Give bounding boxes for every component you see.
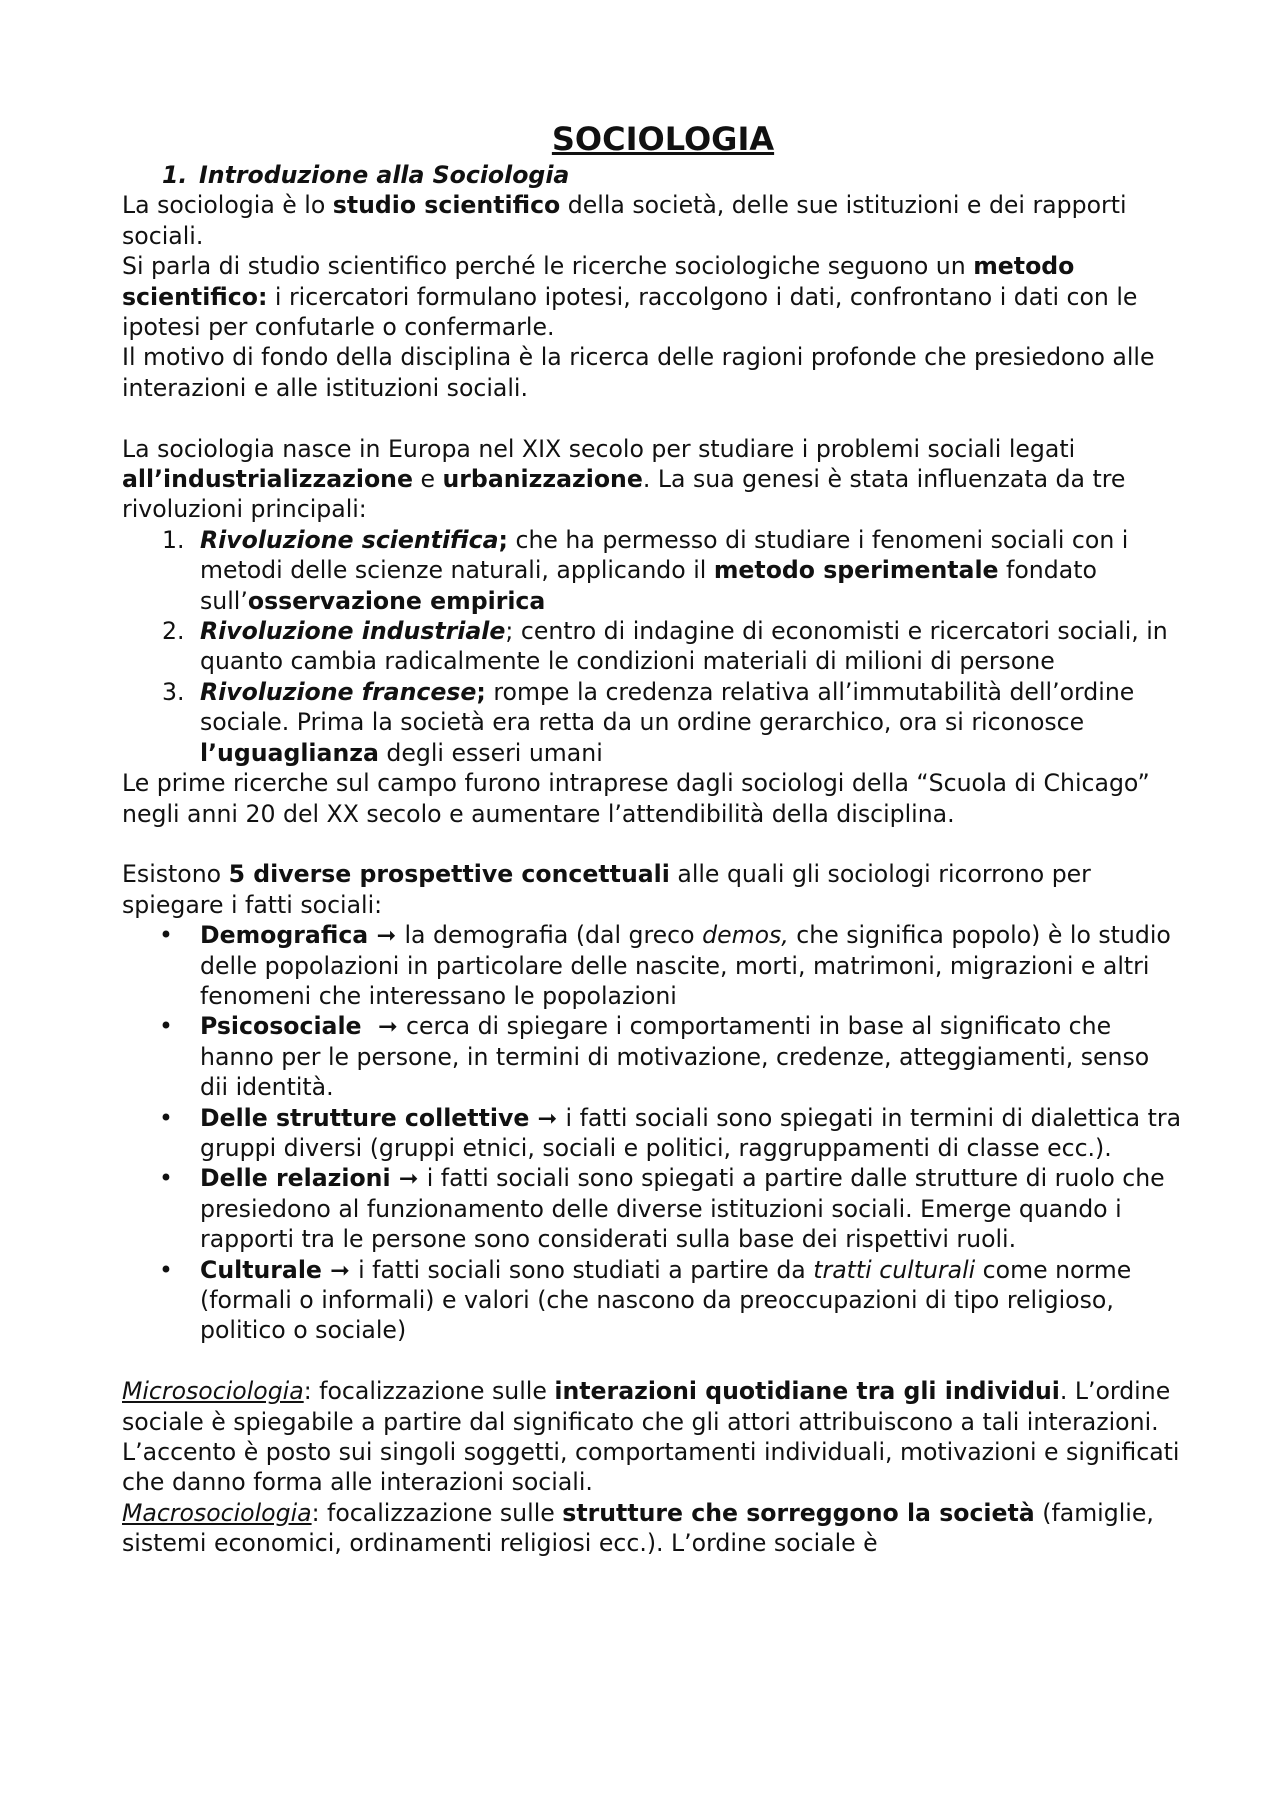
bold-run: Demografica [200,921,369,950]
text-run: alle quali gli sociologi ricorrono per spiegare i fatti sociali: [122,860,1091,919]
document-content [122,118,1182,1559]
text-run: . L’ordine sociale è spiegabile a partire dal significato che gli attori attribuiscono a tali interazioni. L’accento è posto sui singoli soggetti, comportamenti individuali, motivazioni e significati che danno forma alle interazioni sociali. [122,1377,1180,1497]
bold-italic-run: Rivoluzione scientifica [200,525,499,554]
bold-run: metodo scientifico: [122,252,1075,311]
arrow-icon: ➞ [390,1164,427,1193]
list-number: 3. [162,677,185,706]
intro-paragraph-2 [122,251,1182,342]
list-item [122,1163,1182,1254]
text-run: Esistono [122,860,229,889]
bold-run: interazioni quotidiane tra gli individui [554,1377,1060,1406]
spacer [122,1346,1182,1376]
list-item [122,616,1182,677]
bold-italic-run: Rivoluzione francese [200,677,477,706]
bold-run: all’industrializzazione [122,465,413,494]
list-item-body [200,920,1182,1011]
text-run: (famiglie, sistemi economici, ordinamenti religiosi ecc.). L’ordine sociale è [122,1498,1154,1558]
list-number: 2. [162,617,185,646]
text-run: Si parla di studio scientifico perché le ricerche sociologiche seguono un [122,252,974,281]
list-item-body [200,1103,1182,1164]
italic-run: tratti culturali [813,1255,976,1284]
bold-run: 5 diverse prospettive concettuali [228,860,670,889]
text-run: come norme (formali o informali) e valori (che nascono da preoccupazioni di tipo religioso, politico o sociale) [200,1255,1132,1345]
bullet-icon: • [159,1255,173,1284]
bold-run: osservazione empirica [247,586,546,615]
spacer [122,403,1182,433]
text-run: La sociologia nasce in Europa nel XIX secolo per studiare i problemi sociali legati [122,434,1076,463]
arrow-icon: ➞ [361,1012,406,1041]
chicago-paragraph: Le prime ricerche sul campo furono intraprese dagli sociologi della “Scuola di Chicago” negli anni 20 del XX secolo e aumentare l’attendibilità della disciplina. [122,769,1150,828]
bold-italic-run: Rivoluzione industriale [200,617,506,646]
section-title: Introduzione alla Sociologia [199,161,570,189]
text-run: . La sua genesi è stata influenzata da tre rivoluzioni principali: [122,465,1126,524]
spacer [122,829,1182,859]
list-item [122,525,1182,616]
list-item-body [200,1011,1182,1102]
text-run: i fatti sociali sono studiati a partire da [358,1255,814,1284]
list-item [122,677,1182,768]
document-title: SOCIOLOGIA [551,120,775,158]
term-run: Macrosociologia [122,1498,312,1527]
list-item-body [200,1255,1182,1346]
bold-run: l’uguaglianza [200,738,379,767]
bullet-icon: • [159,1012,173,1041]
text-run: : focalizzazione sulle [303,1377,555,1406]
list-item [122,920,1182,1011]
text-run: cerca di spiegare i comportamenti in base al significato che hanno per le persone, in termini di motivazione, credenze, atteggiamenti, senso dii identità. [200,1012,1150,1102]
bullet-icon: • [159,921,173,950]
list-item-body [200,525,1182,616]
bullet-icon: • [159,1164,173,1193]
perspectives-intro [122,859,1182,920]
text-run: i fatti sociali sono spiegati a partire dalle strutture di ruolo che presiedono al funzionamento delle diverse istituzioni sociali. Emerge quando i rapporti tra le persone sono considerati sulla base dei rispettivi ruoli. [200,1164,1165,1254]
bold-run: Psicosociale [200,1012,362,1041]
list-item [122,1011,1182,1102]
text-run: degli esseri umani [378,738,603,767]
bullet-icon: • [159,1103,173,1132]
term-run: Microsociologia [122,1377,304,1406]
origins-paragraph [122,434,1182,525]
arrow-icon: ➞ [529,1103,566,1132]
bold-run: ; [476,677,486,706]
text-run: e [412,465,443,494]
text-run: i ricercatori formulano ipotesi, raccolgono i dati, confrontano i dati con le ipotesi per confutarle o confermarle. [122,282,1138,342]
intro-paragraph-3: Il motivo di fondo della disciplina è la ricerca delle ragioni profonde che presiedono alle interazioni e alle istituzioni sociali. [122,343,1155,402]
italic-run: demos, [702,921,789,950]
intro-paragraph-1 [122,190,1182,251]
arrow-icon: ➞ [321,1255,359,1284]
text-run: che significa popolo) è lo studio delle popolazioni in particolare delle nascite, morti, matrimoni, migrazioni e altri fenomeni che interessano le popolazioni [200,921,1171,1010]
list-item-body [200,677,1182,768]
section-number: 1. [162,161,188,189]
bold-run: Culturale [200,1255,322,1284]
perspectives-list [122,920,1182,1346]
text-run: la demografia (dal greco [404,921,703,950]
revolutions-list [122,525,1182,768]
bold-run: studio scientifico [332,191,561,220]
text-run: che ha permesso di studiare i fenomeni sociali con i metodi delle scienze naturali, applicando il [200,525,1129,585]
text-run: i fatti sociali sono spiegati in termini di dialettica tra gruppi diversi (gruppi etnici, sociali e politici, raggruppamenti di classe ecc.). [200,1103,1182,1162]
text-run: rompe la credenza relativa all’immutabilità dell’ordine sociale. Prima la società era retta da un ordine gerarchico, ora si riconosce [200,677,1135,737]
bold-run: Delle relazioni [200,1164,391,1193]
list-number: 1. [162,525,185,554]
microsociology-paragraph [122,1376,1182,1498]
list-item-body [200,1163,1182,1254]
text-run: La sociologia è lo [122,191,333,220]
arrow-icon: ➞ [368,921,405,950]
bold-run: metodo sperimentale [713,556,999,585]
text-run: della società, delle sue istituzioni e dei rapporti sociali. [122,191,1127,250]
text-run: : focalizzazione sulle [311,1498,563,1527]
bold-run: Delle strutture collettive [200,1103,530,1132]
bold-run: urbanizzazione [442,465,643,494]
section-heading [122,160,1182,190]
list-item [122,1255,1182,1346]
list-item [122,1103,1182,1164]
bold-run: strutture che sorreggono la società [562,1498,1035,1527]
macrosociology-paragraph [122,1498,1182,1559]
list-item-body [200,616,1182,677]
bold-run: ; [498,525,508,554]
text-run: ; centro di indagine di economisti e ricercatori sociali, in quanto cambia radicalmente le condizioni materiali di milioni di persone [200,617,1168,676]
text-run: fondato sull’ [200,556,1097,615]
